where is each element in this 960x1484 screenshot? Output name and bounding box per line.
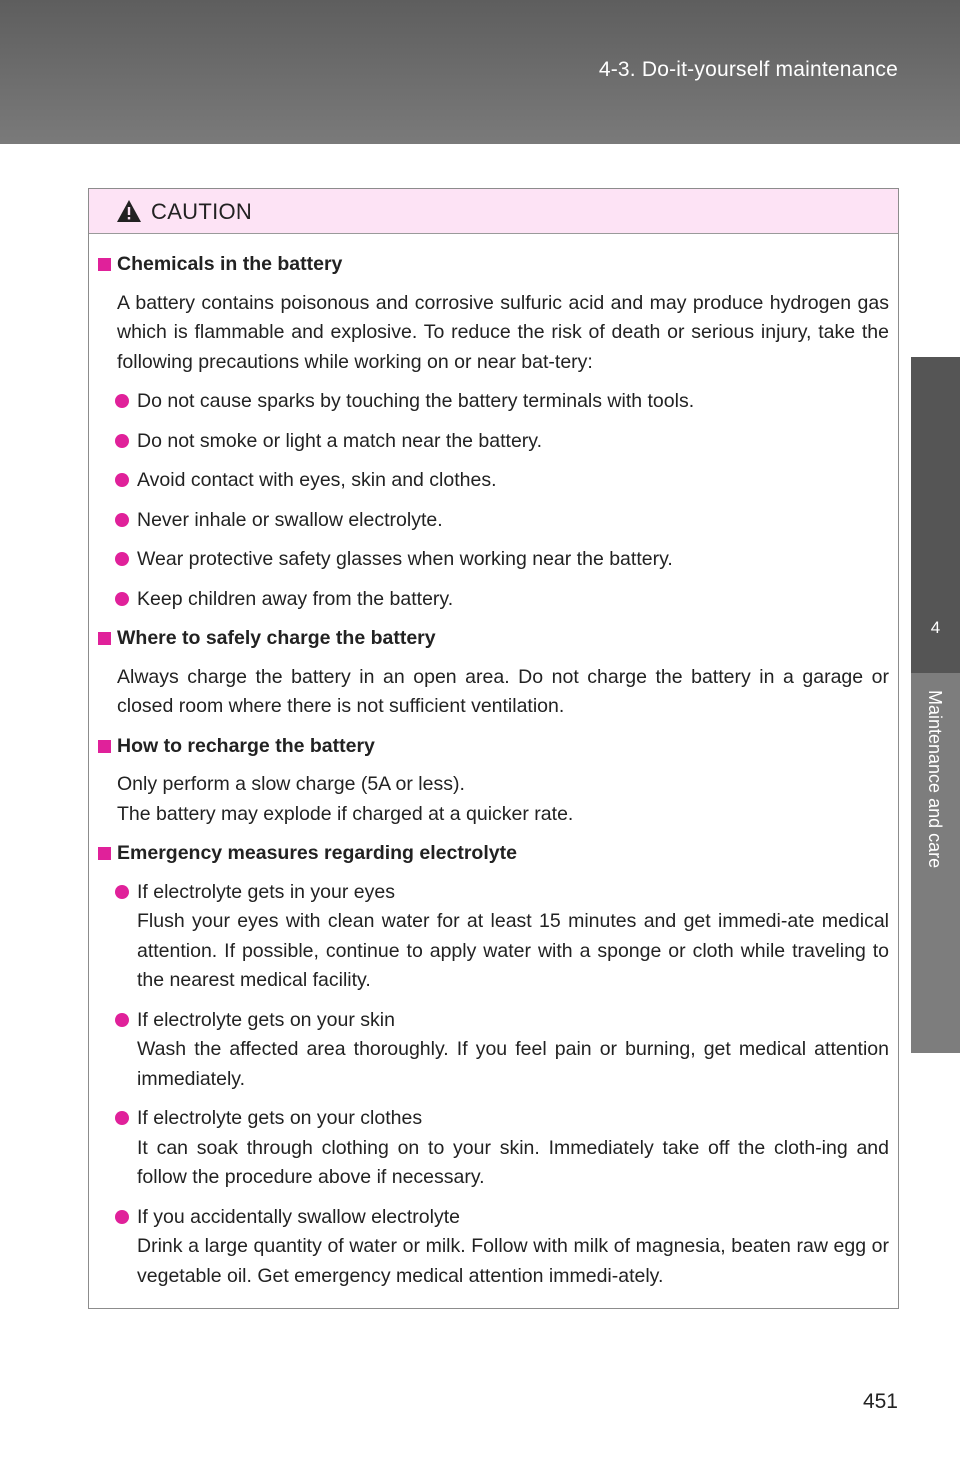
circle-bullet-icon [115, 434, 129, 448]
chapter-name-container [911, 690, 960, 1030]
circle-bullet-icon [115, 1013, 129, 1027]
chapter-number: 4 [930, 618, 941, 637]
circle-bullet-icon [115, 592, 129, 606]
list-item: Do not smoke or light a match near the battery. [137, 427, 889, 457]
section-heading: Emergency measures regarding electrolyte [113, 839, 889, 869]
section-text: Always charge the battery in an open area. Do not charge the battery in a garage or closed room where there is not sufficient ventilation. [117, 665, 889, 717]
list-item: Avoid contact with eyes, skin and clothes. [137, 466, 889, 496]
list-item: Do not cause sparks by touching the battery terminals with tools. [137, 387, 889, 417]
caution-content [113, 250, 889, 1301]
page-header [0, 0, 960, 144]
square-bullet-icon [98, 847, 111, 860]
warning-triangle-icon [116, 199, 142, 223]
list-item: If electrolyte gets in your eyes Flush your eyes with clean water for at least 15 minutes and get immedi-ate medical attention. If possible, continue to apply water with a sponge or cloth while traveling to the nearest medical facility. [137, 878, 889, 996]
chapter-name: Maintenance and care [925, 690, 945, 869]
section-text: A battery contains poisonous and corrosive sulfuric acid and may produce hydrogen gas which is flammable and explosive. To reduce the risk of death or serious injury, take the following precautions while working on or near bat-tery: [117, 291, 889, 373]
section-heading: How to recharge the battery [113, 732, 889, 762]
square-bullet-icon [98, 740, 111, 753]
section-heading: Chemicals in the battery [113, 250, 889, 280]
circle-bullet-icon [115, 394, 129, 408]
section-title: 4-3. Do-it-yourself maintenance [598, 58, 898, 81]
circle-bullet-icon [115, 513, 129, 527]
list-item: Keep children away from the battery. [137, 585, 889, 615]
section-text: Only perform a slow charge (5A or less). The battery may explode if charged at a quicker rate. [117, 773, 574, 825]
list-item: Never inhale or swallow electrolyte. [137, 506, 889, 536]
list-item: If you accidentally swallow electrolyte Drink a large quantity of water or milk. Follow with milk of magnesia, beaten raw egg or vegetable oil. Get emergency medical attention immedi-ately. [137, 1203, 889, 1292]
circle-bullet-icon [115, 1111, 129, 1125]
list-item: If electrolyte gets on your clothes It can soak through clothing on to your skin. Immediately take off the cloth-ing and follow the procedure above if necessary. [137, 1104, 889, 1193]
circle-bullet-icon [115, 473, 129, 487]
caution-label: CAUTION [151, 199, 253, 224]
section-heading: Where to safely charge the battery [113, 624, 889, 654]
list-item: If electrolyte gets on your skin Wash the affected area thoroughly. If you feel pain or burning, get medical attention immediately. [137, 1006, 889, 1095]
square-bullet-icon [98, 632, 111, 645]
circle-bullet-icon [115, 885, 129, 899]
square-bullet-icon [98, 258, 111, 271]
caution-header [89, 189, 898, 234]
circle-bullet-icon [115, 552, 129, 566]
circle-bullet-icon [115, 1210, 129, 1224]
list-item: Wear protective safety glasses when working near the battery. [137, 545, 889, 575]
page-number: 451 [862, 1390, 898, 1413]
